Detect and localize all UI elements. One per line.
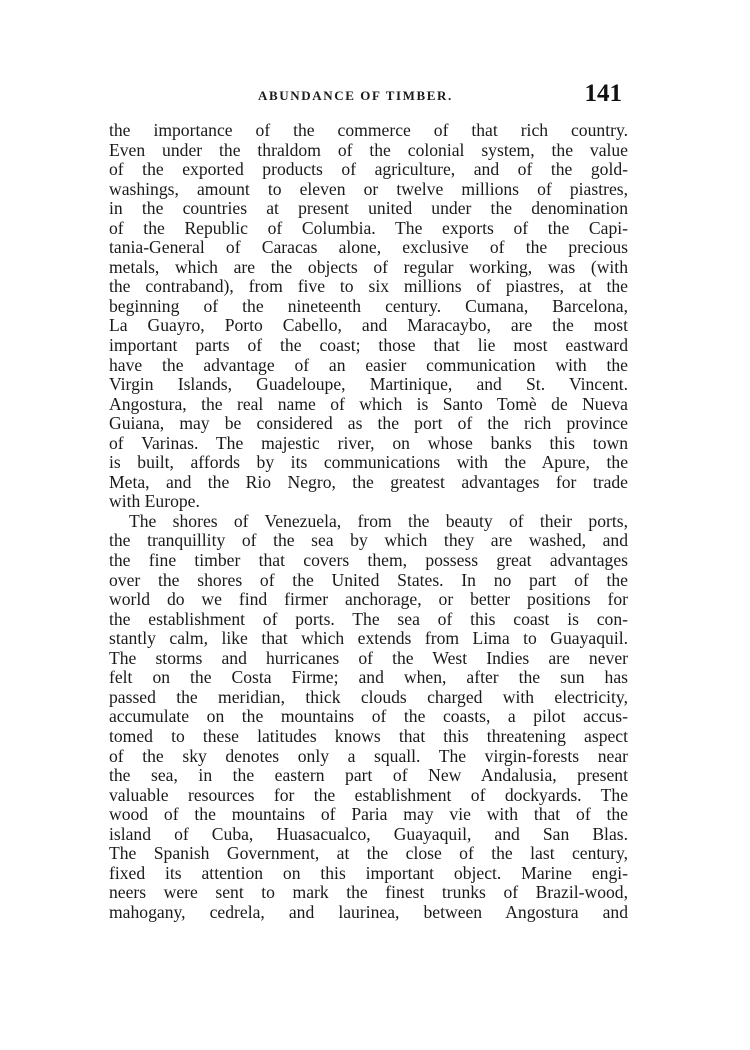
text-line: neers were sent to mark the finest trunks of Brazil-wood, [109,882,628,903]
text-line: of the exported products of agriculture, and of the gold- [109,159,628,180]
text-line: fixed its attention on this important object. Marine engi- [109,862,628,883]
text-line: world do we find firmer anchorage, or better positions for [109,589,628,610]
text-line: La Guayro, Porto Cabello, and Maracaybo, are the most [109,315,628,336]
text-line: tomed to these latitudes knows that this threatening aspect [109,725,628,746]
text-line: The shores of Venezuela, from the beauty of their ports, [129,510,628,531]
text-line: of the sky denotes only a squall. The virgin-forests near [109,745,628,766]
text-line: mahogany, cedrela, and laurinea, between Angostura and [109,901,628,922]
text-line: in the countries at present united under the denomination [109,198,628,219]
text-line: of the Republic of Columbia. The exports of the Capi- [109,217,628,238]
text-line: wood of the mountains of Paria may vie with that of the [109,804,628,825]
text-line: passed the meridian, thick clouds charged with electricity, [109,686,628,707]
paragraph-1 [109,121,628,512]
text-line: felt on the Costa Firme; and when, after the sun has [109,667,628,688]
text-line: Meta, and the Rio Negro, the greatest advantages for trade [109,471,628,492]
text-line: Angostura, the real name of which is Santo Tomè de Nueva [109,393,628,414]
text-line: tania-General of Caracas alone, exclusive of the precious [109,237,628,258]
text-line: with Europe. [109,491,200,512]
text-line: accumulate on the mountains of the coasts, a pilot accus- [109,706,628,727]
text-line: the fine timber that covers them, possess great advantages [109,550,628,571]
body-text [109,121,628,922]
text-line: Virgin Islands, Guadeloupe, Martinique, and St. Vincent. [109,374,628,395]
text-line: Even under the thraldom of the colonial system, the value [109,139,628,160]
text-line: Guiana, may be considered as the port of the rich province [109,413,628,434]
text-line: is built, affords by its communications with the Apure, the [109,452,628,473]
running-head [108,80,630,112]
text-line: of Varinas. The majestic river, on whose banks this town [109,432,628,453]
text-line: the establishment of ports. The sea of this coast is con- [109,608,628,629]
text-line: The Spanish Government, at the close of the last century, [109,843,628,864]
text-line: valuable resources for the establishment of dockyards. The [109,784,628,805]
text-line: washings, amount to eleven or twelve millions of piastres, [109,178,628,199]
text-line: have the advantage of an easier communication with the [109,354,628,375]
text-line: the tranquillity of the sea by which they are washed, and [109,530,628,551]
text-line: important parts of the coast; those that lie most eastward [109,335,628,356]
text-line: metals, which are the objects of regular working, was (with [109,256,628,277]
text-line: beginning of the nineteenth century. Cumana, Barcelona, [109,295,628,316]
paragraph-2 [109,512,628,922]
text-line: stantly calm, like that which extends from Lima to Guayaquil. [109,628,628,649]
text-line: over the shores of the United States. In no part of the [109,569,628,590]
running-title: ABUNDANCE OF TIMBER. [258,88,453,103]
page-number: 141 [584,80,622,107]
text-line: the contraband), from five to six millions of piastres, at the [109,276,628,297]
text-line: the importance of the commerce of that rich country. [109,120,628,140]
text-line: The storms and hurricanes of the West Indies are never [109,647,628,668]
text-line: the sea, in the eastern part of New Andalusia, present [109,765,628,786]
text-line: island of Cuba, Huasacualco, Guayaquil, and San Blas. [109,823,628,844]
